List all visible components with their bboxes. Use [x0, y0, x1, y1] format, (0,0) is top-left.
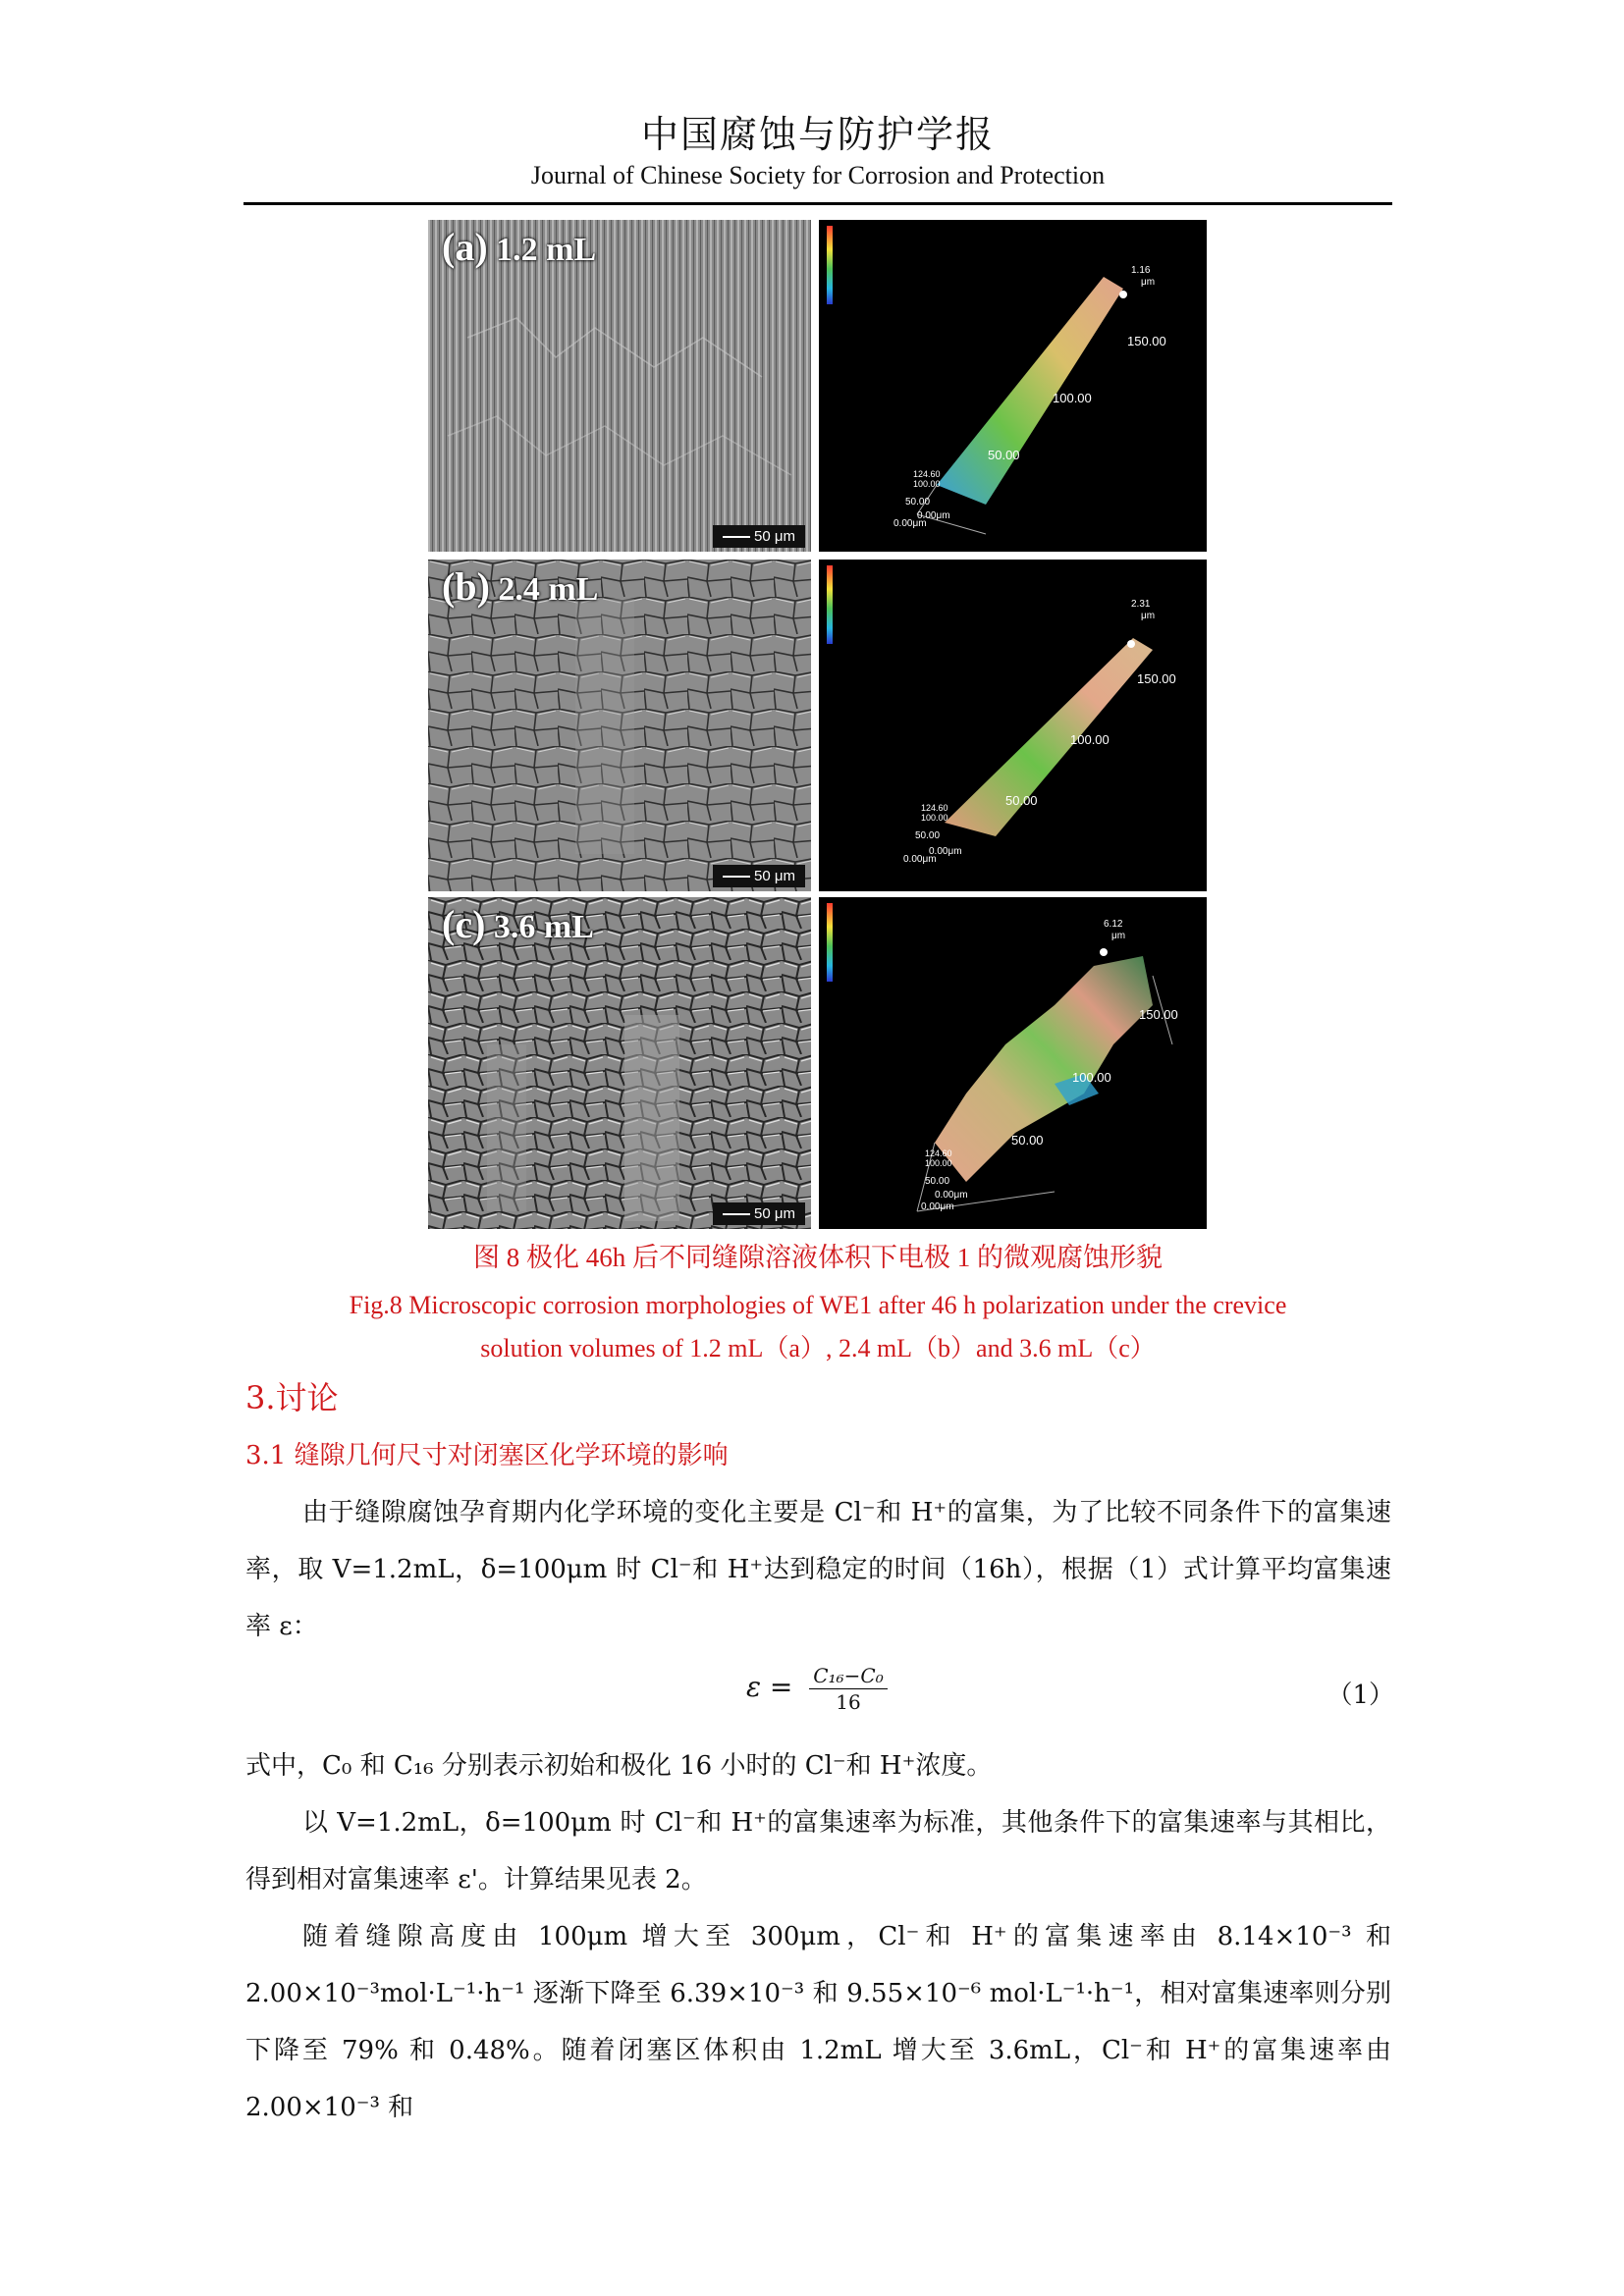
- svg-text:50.00: 50.00: [925, 1176, 950, 1187]
- journal-header: [244, 110, 1392, 192]
- topo-peak-a: 1.16: [1131, 265, 1151, 276]
- sem-image-c: [428, 897, 811, 1229]
- scale-bar-b: 50 μm: [713, 865, 805, 887]
- svg-text:50.00: 50.00: [915, 830, 941, 841]
- svg-text:124.60: 124.60: [921, 803, 948, 813]
- equation-1: [687, 1659, 1394, 1728]
- svg-text:50.00: 50.00: [1011, 1133, 1044, 1148]
- panel-label-b: (b) 2.4 mL: [442, 564, 599, 609]
- svg-text:100.00: 100.00: [925, 1158, 952, 1168]
- svg-text:100.00: 100.00: [1072, 1070, 1111, 1085]
- section-heading: 3.讨论: [245, 1379, 339, 1416]
- paragraph-1: 由于缝隙腐蚀孕育期内化学环境的变化主要是 Cl⁻和 H⁺的富集，为了比较不同条件下的富集速率，取 V=1.2mL，δ=100μm 时 Cl⁻和 H⁺达到稳定的时间（16h），根据（1）式计算平均富集速率 ε：: [245, 1498, 1391, 1641]
- scale-bar-a: 50 μm: [713, 525, 805, 548]
- figure-8: [428, 220, 1207, 1229]
- svg-text:μm: μm: [1141, 277, 1156, 288]
- scale-bar-c: 50 μm: [713, 1202, 805, 1225]
- svg-text:0.00μm: 0.00μm: [903, 854, 937, 865]
- topo-peak-b: 2.31: [1131, 599, 1151, 610]
- svg-text:0.00μm: 0.00μm: [917, 510, 950, 521]
- svg-text:150.00: 150.00: [1127, 334, 1166, 348]
- svg-text:124.60: 124.60: [925, 1148, 952, 1158]
- svg-text:150.00: 150.00: [1137, 671, 1176, 686]
- journal-title-en: Journal of Chinese Society for Corrosion and Protection: [530, 161, 1106, 189]
- svg-text:0.00μm: 0.00μm: [893, 518, 927, 529]
- topography-a: [819, 220, 1207, 552]
- figure-caption-en-line1: Fig.8 Microscopic corrosion morphologies of WE1 after 46 h polarization under the crevice: [349, 1291, 1287, 1319]
- topo-plot-b: [819, 560, 1207, 891]
- topo-plot-c: [819, 897, 1207, 1229]
- panel-label-c: (c) 3.6 mL: [442, 902, 594, 946]
- paragraph-block-2: [245, 1737, 1391, 2136]
- topography-c: [819, 897, 1207, 1229]
- svg-text:50.00: 50.00: [988, 448, 1020, 462]
- svg-text:μm: μm: [1141, 611, 1156, 621]
- svg-text:100.00: 100.00: [1053, 391, 1092, 405]
- svg-text:0.00μm: 0.00μm: [935, 1190, 968, 1201]
- sem-image-b: [428, 560, 811, 891]
- header-rule: [244, 202, 1392, 205]
- svg-text:100.00: 100.00: [913, 479, 941, 489]
- figure-caption-cn: 图 8 极化 46h 后不同缝隙溶液体积下电极 1 的微观腐蚀形貌: [473, 1243, 1163, 1272]
- equation-fraction: [809, 1663, 887, 1715]
- topography-b: [819, 560, 1207, 891]
- svg-text:150.00: 150.00: [1139, 1007, 1178, 1022]
- svg-text:50.00: 50.00: [905, 497, 931, 507]
- equation-denominator: 16: [836, 1690, 861, 1714]
- journal-title-cn: 中国腐蚀与防护学报: [640, 113, 995, 156]
- topo-peak-c: 6.12: [1104, 919, 1123, 930]
- equation-number: （1）: [1326, 1681, 1394, 1710]
- topo-plot-a: [819, 220, 1207, 552]
- paragraph-block-1: [245, 1484, 1391, 1655]
- svg-text:50.00: 50.00: [1005, 793, 1038, 808]
- equation-lhs: ε =: [746, 1671, 793, 1703]
- panel-label-a: (a) 1.2 mL: [442, 225, 597, 269]
- svg-text:124.60: 124.60: [913, 469, 941, 479]
- sem-image-a: [428, 220, 811, 552]
- svg-text:0.00μm: 0.00μm: [921, 1201, 954, 1212]
- svg-text:μm: μm: [1111, 931, 1126, 941]
- subsection-heading: 3.1 缝隙几何尺寸对闭塞区化学环境的影响: [245, 1441, 729, 1470]
- equation-numerator: C₁₆−C₀: [809, 1663, 887, 1689]
- paragraph-3: 以 V=1.2mL，δ=100μm 时 Cl⁻和 H⁺的富集速率为标准，其他条件下的富集速率与其相比，得到相对富集速率 ε'。计算结果见表 2。: [245, 1808, 1391, 1895]
- paragraph-4: 随着缝隙高度由 100μm 增大至 300μm，Cl⁻和 H⁺的富集速率由 8.14×10⁻³ 和 2.00×10⁻³mol·L⁻¹·h⁻¹ 逐渐下降至 6.39×10⁻³ 和 9.55×10⁻⁶ mol·L⁻¹·h⁻¹，相对富集速率则分别下降至 79% 和 0.48%。随着闭塞区体积由 1.2mL 增大至 3.6mL，Cl⁻和 H⁺的富集速率由 2.00×10⁻³ 和: [245, 1922, 1391, 2122]
- paragraph-2: 式中，C₀ 和 C₁₆ 分别表示初始和极化 16 小时的 Cl⁻和 H⁺浓度。: [245, 1751, 993, 1781]
- equation-formula: [746, 1663, 888, 1715]
- svg-text:0.00μm: 0.00μm: [929, 846, 962, 857]
- figure-caption-en: [244, 1284, 1392, 1370]
- svg-text:100.00: 100.00: [921, 813, 948, 823]
- figure-caption-en-line2: solution volumes of 1.2 mL（a）, 2.4 mL（b）and 3.6 mL（c）: [480, 1334, 1156, 1362]
- svg-text:100.00: 100.00: [1070, 732, 1110, 747]
